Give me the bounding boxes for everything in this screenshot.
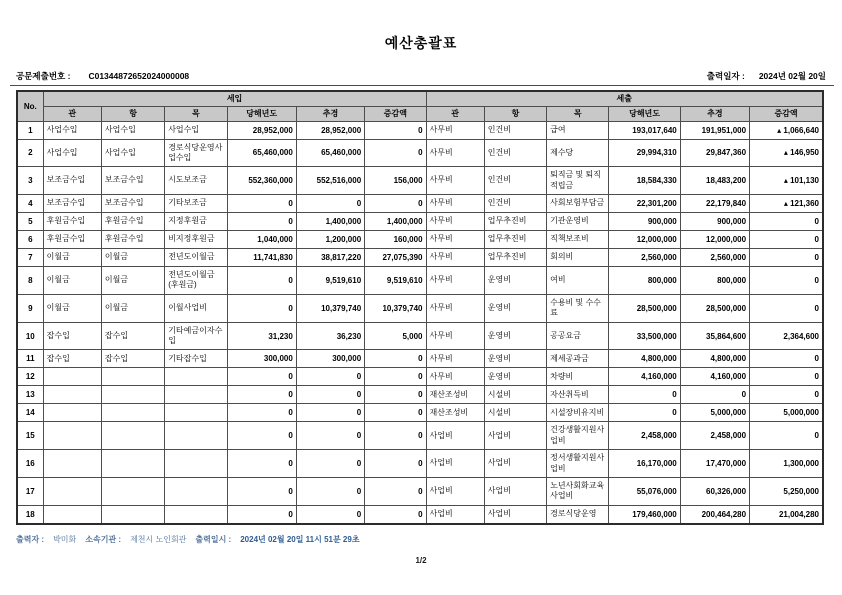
data-cell: 회의비 bbox=[547, 249, 609, 267]
data-cell: 552,360,000 bbox=[227, 167, 296, 195]
data-cell: 이월사업비 bbox=[165, 294, 227, 322]
data-cell: 전년도이월금(후원금) bbox=[165, 267, 227, 295]
data-cell: 운영비 bbox=[484, 322, 546, 350]
data-cell: 0 bbox=[365, 477, 426, 505]
data-cell: 28,500,000 bbox=[680, 294, 749, 322]
data-cell: 운영비 bbox=[484, 350, 546, 368]
data-cell: 기관운영비 bbox=[547, 213, 609, 231]
data-cell: 잡수입 bbox=[43, 350, 101, 368]
column-header: 당해년도 bbox=[609, 106, 680, 121]
data-cell: 사무비 bbox=[426, 368, 484, 386]
data-cell: 18,483,200 bbox=[680, 167, 749, 195]
org-label: 소속기관 : bbox=[85, 535, 122, 544]
column-header: 증감액 bbox=[365, 106, 426, 121]
no-column-header: No. bbox=[17, 91, 43, 121]
data-cell: 후원금수입 bbox=[101, 213, 164, 231]
table-row bbox=[17, 404, 823, 422]
data-cell: 0 bbox=[296, 195, 364, 213]
data-cell: 사무비 bbox=[426, 195, 484, 213]
data-cell: 사업수입 bbox=[101, 121, 164, 139]
data-cell: 1,200,000 bbox=[296, 231, 364, 249]
data-cell: 900,000 bbox=[609, 213, 680, 231]
data-cell: 이월금 bbox=[43, 249, 101, 267]
data-cell: 31,230 bbox=[227, 322, 296, 350]
row-number-cell: 9 bbox=[17, 294, 43, 322]
row-number-cell: 10 bbox=[17, 322, 43, 350]
data-cell: 0 bbox=[680, 386, 749, 404]
column-header: 목 bbox=[165, 106, 227, 121]
table-body bbox=[17, 121, 823, 524]
data-cell: 0 bbox=[296, 477, 364, 505]
data-cell: 건강생활지원사업비 bbox=[547, 422, 609, 450]
data-cell: 업무추진비 bbox=[484, 213, 546, 231]
datetime-value: 2024년 02월 20일 11시 51분 29초 bbox=[240, 535, 360, 544]
data-cell: 0 bbox=[227, 195, 296, 213]
data-cell bbox=[165, 477, 227, 505]
data-cell: 사업비 bbox=[426, 505, 484, 524]
sub-header-row bbox=[17, 106, 823, 121]
data-cell: 시설비 bbox=[484, 404, 546, 422]
data-cell: 179,460,000 bbox=[609, 505, 680, 524]
data-cell: 운영비 bbox=[484, 267, 546, 295]
data-cell: 이월금 bbox=[43, 294, 101, 322]
data-cell: 5,000,000 bbox=[750, 404, 823, 422]
data-cell bbox=[165, 386, 227, 404]
data-cell: 22,179,840 bbox=[680, 195, 749, 213]
row-number-cell: 16 bbox=[17, 450, 43, 478]
data-cell bbox=[43, 422, 101, 450]
data-cell: 0 bbox=[227, 450, 296, 478]
column-header: 추경 bbox=[296, 106, 364, 121]
data-cell: 제세공과금 bbox=[547, 350, 609, 368]
data-cell: 보조금수입 bbox=[43, 195, 101, 213]
data-cell bbox=[43, 386, 101, 404]
row-number-cell: 11 bbox=[17, 350, 43, 368]
data-cell bbox=[165, 422, 227, 450]
data-cell: 0 bbox=[365, 350, 426, 368]
data-cell: 800,000 bbox=[680, 267, 749, 295]
data-cell: 35,864,600 bbox=[680, 322, 749, 350]
data-cell: 65,460,000 bbox=[227, 139, 296, 167]
data-cell: 900,000 bbox=[680, 213, 749, 231]
data-cell: 12,000,000 bbox=[609, 231, 680, 249]
data-cell: 노년사회화교육사업비 bbox=[547, 477, 609, 505]
data-cell: 0 bbox=[296, 505, 364, 524]
data-cell: 1,300,000 bbox=[750, 450, 823, 478]
print-date-group bbox=[707, 70, 826, 82]
data-cell bbox=[165, 450, 227, 478]
data-cell: 0 bbox=[227, 294, 296, 322]
data-cell: 0 bbox=[365, 121, 426, 139]
printer-name: 박미화 bbox=[53, 535, 77, 544]
page-number: 1/2 bbox=[415, 556, 427, 565]
data-cell: 직책보조비 bbox=[547, 231, 609, 249]
data-cell: ▴ 146,950 bbox=[750, 139, 823, 167]
data-cell: 후원금수입 bbox=[43, 231, 101, 249]
row-number-cell: 5 bbox=[17, 213, 43, 231]
column-header: 관 bbox=[43, 106, 101, 121]
data-cell: 27,075,390 bbox=[365, 249, 426, 267]
printer-label: 출력자 : bbox=[16, 535, 45, 544]
data-cell: 0 bbox=[750, 267, 823, 295]
data-cell: 28,500,000 bbox=[609, 294, 680, 322]
table-row bbox=[17, 450, 823, 478]
data-cell: 2,364,600 bbox=[750, 322, 823, 350]
data-cell: 시설비 bbox=[484, 386, 546, 404]
data-cell: 29,847,360 bbox=[680, 139, 749, 167]
table-row bbox=[17, 121, 823, 139]
page-title: 예산총괄표 bbox=[384, 35, 458, 51]
data-cell: 후원금수입 bbox=[43, 213, 101, 231]
group-header-row bbox=[17, 91, 823, 106]
data-cell: 33,500,000 bbox=[609, 322, 680, 350]
data-cell: 사무비 bbox=[426, 322, 484, 350]
data-cell: 사업비 bbox=[426, 477, 484, 505]
data-cell: 사무비 bbox=[426, 231, 484, 249]
data-cell: 사업수입 bbox=[101, 139, 164, 167]
data-cell: 0 bbox=[609, 386, 680, 404]
data-cell: 정서생활지원사업비 bbox=[547, 450, 609, 478]
row-number-cell: 12 bbox=[17, 368, 43, 386]
data-cell: 인건비 bbox=[484, 195, 546, 213]
table-row bbox=[17, 368, 823, 386]
column-header: 관 bbox=[426, 106, 484, 121]
data-cell: 0 bbox=[609, 404, 680, 422]
table-row bbox=[17, 477, 823, 505]
data-cell: 인건비 bbox=[484, 167, 546, 195]
table-row bbox=[17, 213, 823, 231]
data-cell: 2,560,000 bbox=[680, 249, 749, 267]
data-cell: 차량비 bbox=[547, 368, 609, 386]
data-cell: 2,458,000 bbox=[680, 422, 749, 450]
data-cell: 0 bbox=[296, 422, 364, 450]
row-number-cell: 15 bbox=[17, 422, 43, 450]
data-cell: 사무비 bbox=[426, 350, 484, 368]
document-meta bbox=[16, 70, 826, 82]
table-row bbox=[17, 386, 823, 404]
row-number-cell: 8 bbox=[17, 267, 43, 295]
data-cell: 4,800,000 bbox=[680, 350, 749, 368]
print-date-value: 2024년 02월 20일 bbox=[758, 71, 826, 81]
data-cell: 기타예금이자수입 bbox=[165, 322, 227, 350]
data-cell: 0 bbox=[227, 386, 296, 404]
row-number-cell: 1 bbox=[17, 121, 43, 139]
doc-number-label: 공문제출번호 : bbox=[16, 71, 71, 81]
data-cell: 경로식당운영사업수입 bbox=[165, 139, 227, 167]
table-row bbox=[17, 249, 823, 267]
data-cell: ▴ 1,066,640 bbox=[750, 121, 823, 139]
data-cell: 0 bbox=[227, 477, 296, 505]
data-cell bbox=[101, 404, 164, 422]
data-cell: 공공요금 bbox=[547, 322, 609, 350]
data-cell: 업무추진비 bbox=[484, 231, 546, 249]
table-row bbox=[17, 195, 823, 213]
data-cell: 사회보험부담금 bbox=[547, 195, 609, 213]
data-cell: 0 bbox=[750, 231, 823, 249]
data-cell: 잡수입 bbox=[101, 350, 164, 368]
data-cell: 기타잡수입 bbox=[165, 350, 227, 368]
table-row bbox=[17, 267, 823, 295]
data-cell: 0 bbox=[750, 294, 823, 322]
data-cell bbox=[165, 404, 227, 422]
data-cell bbox=[165, 368, 227, 386]
data-cell: 전년도이월금 bbox=[165, 249, 227, 267]
table-row bbox=[17, 505, 823, 524]
data-cell bbox=[101, 477, 164, 505]
table-row bbox=[17, 167, 823, 195]
data-cell: 급여 bbox=[547, 121, 609, 139]
doc-number-value: C01344872652024000008 bbox=[88, 71, 190, 81]
data-cell: 2,560,000 bbox=[609, 249, 680, 267]
data-cell: 0 bbox=[227, 213, 296, 231]
data-cell: 제수당 bbox=[547, 139, 609, 167]
data-cell: 4,160,000 bbox=[609, 368, 680, 386]
data-cell: 이월금 bbox=[43, 267, 101, 295]
data-cell: 0 bbox=[296, 368, 364, 386]
data-cell: 사업비 bbox=[484, 450, 546, 478]
table-row bbox=[17, 322, 823, 350]
data-cell: 10,379,740 bbox=[296, 294, 364, 322]
data-cell: 여비 bbox=[547, 267, 609, 295]
data-cell: 193,017,640 bbox=[609, 121, 680, 139]
data-cell: 21,004,280 bbox=[750, 505, 823, 524]
row-number-cell: 3 bbox=[17, 167, 43, 195]
data-cell: 28,952,000 bbox=[227, 121, 296, 139]
data-cell: 사업비 bbox=[426, 450, 484, 478]
data-cell: 기타보조금 bbox=[165, 195, 227, 213]
column-header: 목 bbox=[547, 106, 609, 121]
data-cell: 사업비 bbox=[484, 477, 546, 505]
column-header: 추경 bbox=[680, 106, 749, 121]
data-cell: 수용비 및 수수료 bbox=[547, 294, 609, 322]
data-cell: 0 bbox=[750, 422, 823, 450]
table-row bbox=[17, 294, 823, 322]
data-cell: 사업수입 bbox=[165, 121, 227, 139]
data-cell: 200,464,280 bbox=[680, 505, 749, 524]
data-cell: 5,000 bbox=[365, 322, 426, 350]
row-number-cell: 13 bbox=[17, 386, 43, 404]
data-cell: 0 bbox=[227, 505, 296, 524]
data-cell: 인건비 bbox=[484, 121, 546, 139]
data-cell: 후원금수입 bbox=[101, 231, 164, 249]
data-cell: 191,951,000 bbox=[680, 121, 749, 139]
data-cell: 0 bbox=[365, 386, 426, 404]
table-row bbox=[17, 231, 823, 249]
data-cell: 0 bbox=[227, 267, 296, 295]
data-cell: ▴ 121,360 bbox=[750, 195, 823, 213]
row-number-cell: 17 bbox=[17, 477, 43, 505]
column-header: 항 bbox=[101, 106, 164, 121]
data-cell bbox=[165, 505, 227, 524]
budget-table bbox=[16, 90, 824, 525]
datetime-label: 출력일시 : bbox=[195, 535, 232, 544]
data-cell: 자산취득비 bbox=[547, 386, 609, 404]
data-cell: 9,519,610 bbox=[365, 267, 426, 295]
data-cell: 60,326,000 bbox=[680, 477, 749, 505]
data-cell bbox=[101, 422, 164, 450]
data-cell: 재산조성비 bbox=[426, 386, 484, 404]
data-cell: 55,076,000 bbox=[609, 477, 680, 505]
data-cell: 1,400,000 bbox=[365, 213, 426, 231]
data-cell: 인건비 bbox=[484, 139, 546, 167]
data-cell: 사무비 bbox=[426, 213, 484, 231]
data-cell: 사무비 bbox=[426, 139, 484, 167]
print-date-label: 출력일자 : bbox=[706, 71, 745, 81]
data-cell: 36,230 bbox=[296, 322, 364, 350]
data-cell: 0 bbox=[750, 368, 823, 386]
data-cell bbox=[43, 404, 101, 422]
table-row bbox=[17, 422, 823, 450]
data-cell bbox=[43, 450, 101, 478]
data-cell: 사업수입 bbox=[43, 139, 101, 167]
data-cell: 0 bbox=[296, 404, 364, 422]
data-cell: 1,040,000 bbox=[227, 231, 296, 249]
data-cell bbox=[101, 386, 164, 404]
data-cell bbox=[101, 450, 164, 478]
data-cell: 38,817,220 bbox=[296, 249, 364, 267]
data-cell: 보조금수입 bbox=[43, 167, 101, 195]
row-number-cell: 7 bbox=[17, 249, 43, 267]
data-cell: 0 bbox=[227, 422, 296, 450]
data-cell: 시설장비유지비 bbox=[547, 404, 609, 422]
data-cell bbox=[43, 368, 101, 386]
data-cell: 0 bbox=[365, 505, 426, 524]
data-cell: 운영비 bbox=[484, 294, 546, 322]
data-cell: 28,952,000 bbox=[296, 121, 364, 139]
data-cell: 사무비 bbox=[426, 294, 484, 322]
data-cell: 사업비 bbox=[426, 422, 484, 450]
data-cell: 18,584,330 bbox=[609, 167, 680, 195]
data-cell: 0 bbox=[750, 386, 823, 404]
data-cell: 0 bbox=[365, 139, 426, 167]
data-cell: 0 bbox=[750, 249, 823, 267]
row-number-cell: 18 bbox=[17, 505, 43, 524]
expense-group-header: 세출 bbox=[426, 91, 823, 106]
column-header: 항 bbox=[484, 106, 546, 121]
data-cell: 9,519,610 bbox=[296, 267, 364, 295]
data-cell: 552,516,000 bbox=[296, 167, 364, 195]
table-row bbox=[17, 350, 823, 368]
data-cell bbox=[101, 505, 164, 524]
revenue-group-header: 세입 bbox=[43, 91, 426, 106]
row-number-cell: 6 bbox=[17, 231, 43, 249]
data-cell: 사무비 bbox=[426, 249, 484, 267]
data-cell: 잡수입 bbox=[101, 322, 164, 350]
data-cell: 비지정후원금 bbox=[165, 231, 227, 249]
data-cell: 160,000 bbox=[365, 231, 426, 249]
data-cell: 16,170,000 bbox=[609, 450, 680, 478]
column-header: 증감액 bbox=[750, 106, 823, 121]
data-cell: 800,000 bbox=[609, 267, 680, 295]
data-cell: 0 bbox=[365, 195, 426, 213]
doc-number-group bbox=[16, 70, 189, 82]
data-cell: 운영비 bbox=[484, 368, 546, 386]
data-cell: 퇴직금 및 퇴직적립금 bbox=[547, 167, 609, 195]
data-cell: 0 bbox=[750, 213, 823, 231]
data-cell: 사업수입 bbox=[43, 121, 101, 139]
data-cell: 10,379,740 bbox=[365, 294, 426, 322]
data-cell: 사무비 bbox=[426, 167, 484, 195]
data-cell: 0 bbox=[365, 404, 426, 422]
data-cell: 4,160,000 bbox=[680, 368, 749, 386]
data-cell: 156,000 bbox=[365, 167, 426, 195]
data-cell: 22,301,200 bbox=[609, 195, 680, 213]
data-cell: 0 bbox=[227, 404, 296, 422]
data-cell: 사업비 bbox=[484, 505, 546, 524]
data-cell: 5,000,000 bbox=[680, 404, 749, 422]
data-cell: 11,741,830 bbox=[227, 249, 296, 267]
header-divider bbox=[10, 85, 834, 86]
data-cell: 4,800,000 bbox=[609, 350, 680, 368]
data-cell bbox=[43, 505, 101, 524]
data-cell: 시도보조금 bbox=[165, 167, 227, 195]
data-cell: 이월금 bbox=[101, 267, 164, 295]
data-cell: 지정후원금 bbox=[165, 213, 227, 231]
data-cell: 경로식당운영 bbox=[547, 505, 609, 524]
column-header: 당해년도 bbox=[227, 106, 296, 121]
data-cell: 잡수입 bbox=[43, 322, 101, 350]
data-cell: 0 bbox=[365, 450, 426, 478]
print-footer bbox=[16, 534, 360, 545]
data-cell: 보조금수입 bbox=[101, 167, 164, 195]
data-cell: 0 bbox=[750, 350, 823, 368]
data-cell: 0 bbox=[296, 386, 364, 404]
data-cell: 사무비 bbox=[426, 121, 484, 139]
data-cell bbox=[101, 368, 164, 386]
data-cell: 0 bbox=[227, 368, 296, 386]
data-cell: 0 bbox=[365, 368, 426, 386]
data-cell: 5,250,000 bbox=[750, 477, 823, 505]
data-cell: 65,460,000 bbox=[296, 139, 364, 167]
data-cell: 사업비 bbox=[484, 422, 546, 450]
row-number-cell: 4 bbox=[17, 195, 43, 213]
data-cell: 0 bbox=[296, 450, 364, 478]
data-cell: 보조금수입 bbox=[101, 195, 164, 213]
data-cell: 300,000 bbox=[227, 350, 296, 368]
data-cell: 17,470,000 bbox=[680, 450, 749, 478]
data-cell: 이월금 bbox=[101, 249, 164, 267]
data-cell: 29,994,310 bbox=[609, 139, 680, 167]
data-cell: ▴ 101,130 bbox=[750, 167, 823, 195]
data-cell: 사무비 bbox=[426, 267, 484, 295]
data-cell: 0 bbox=[365, 422, 426, 450]
org-name: 제천시 노인회관 bbox=[130, 535, 187, 544]
row-number-cell: 2 bbox=[17, 139, 43, 167]
data-cell: 이월금 bbox=[101, 294, 164, 322]
data-cell: 재산조성비 bbox=[426, 404, 484, 422]
data-cell: 1,400,000 bbox=[296, 213, 364, 231]
data-cell: 300,000 bbox=[296, 350, 364, 368]
data-cell: 2,458,000 bbox=[609, 422, 680, 450]
table-row bbox=[17, 139, 823, 167]
data-cell: 업무추진비 bbox=[484, 249, 546, 267]
data-cell: 12,000,000 bbox=[680, 231, 749, 249]
data-cell bbox=[43, 477, 101, 505]
row-number-cell: 14 bbox=[17, 404, 43, 422]
